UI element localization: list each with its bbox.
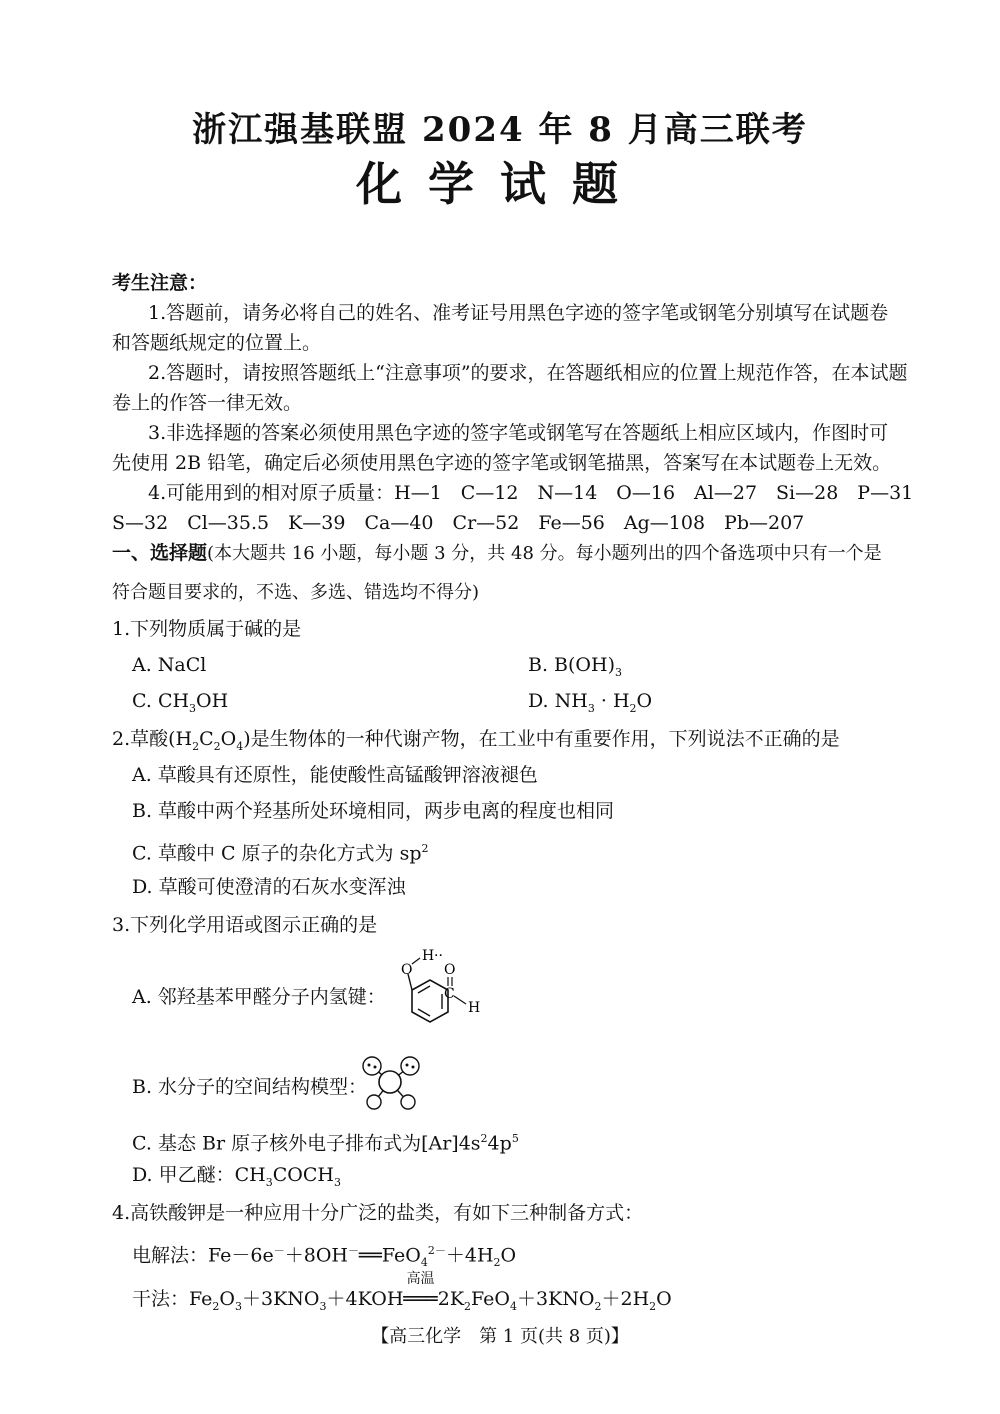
salicylaldehyde-structure xyxy=(382,944,492,1044)
q1-option-c: C. $CH_3OH$ xyxy=(132,690,229,715)
page-footer: 【高三化学 第 1 页(共 8 页)】 xyxy=(371,1326,629,1347)
q2-stem: 2.草酸$(H_2C_2O_4)$是生物体的一种代谢产物，在工业中有重要作用，下列说法不正确的是 xyxy=(112,728,840,753)
struct-h-aldehyde: H xyxy=(468,1000,481,1016)
q1-stem: 1.下列物质属于碱的是 xyxy=(112,618,302,640)
q4-electrolysis: 电解法：$Fe-6e^-+8OH^-══FeO_4^{2-}+4H_2O$ xyxy=(132,1244,517,1270)
q2-option-a: A. 草酸具有还原性，能使酸性高锰酸钾溶液褪色 xyxy=(132,764,538,786)
q3-option-d: D. 甲乙醚：$CH_3COCH_3$ xyxy=(132,1164,341,1189)
q1-option-d: D. $NH_3 \cdot H_2O$ xyxy=(528,690,653,715)
section-label: 一、选择题 xyxy=(112,542,208,564)
reaction-arrow: 高温 ═══ xyxy=(403,1284,437,1314)
q2-option-c: C. 草酸中 C 原子的杂化方式为 $sp^2$ xyxy=(132,842,429,865)
section-desc-cont: 符合题目要求的，不选、多选、错选均不得分) xyxy=(112,582,480,603)
q2-option-d: D. 草酸可使澄清的石灰水变浑浊 xyxy=(132,876,406,898)
q3-option-c: C. 基态 Br 原子核外电子排布式为$[Ar]4s^24p^5$ xyxy=(132,1132,519,1155)
section-desc: (本大题共 16 小题，每小题 3 分，共 48 分。每小题列出的四个备选项中只有一个是 xyxy=(207,543,882,564)
exam-title: 浙江强基联盟 2024 年 8 月高三联考 xyxy=(192,110,808,150)
notice-heading: 考生注意： xyxy=(112,272,208,294)
struct-o-carbonyl: O xyxy=(444,962,456,978)
q4-stem: 4.高铁酸钾是一种应用十分广泛的盐类，有如下三种制备方式： xyxy=(112,1202,644,1224)
reaction-condition: 高温 xyxy=(406,1271,435,1287)
q4-dry-method: 干法：$Fe_2O_3+3KNO_3+4KOH$ 高温 $═══2K_2FeO_4+3KNO_2+2H_2O$ xyxy=(132,1284,672,1322)
struct-o-hydroxyl: O xyxy=(401,962,413,978)
water-molecule-model xyxy=(360,1054,424,1116)
q1-option-a: A. NaCl xyxy=(132,654,207,676)
notice-item-3-cont: 先使用 2B 铅笔，确定后必须使用黑色字迹的签字笔或钢笔描黑，答案写在本试题卷上无效。 xyxy=(112,452,892,474)
svg-text:··: ·· xyxy=(434,948,443,964)
subject-title: 化学试题 xyxy=(356,157,644,211)
q2-option-b: B. 草酸中两个羟基所处环境相同，两步电离的程度也相同 xyxy=(132,800,615,822)
struct-h-hydroxyl: H xyxy=(422,948,435,964)
notice-item-3: 3.非选择题的答案必须使用黑色字迹的签字笔或钢笔写在答题纸上相应区域内，作图时可 xyxy=(148,422,889,444)
notice-item-2-cont: 卷上的作答一律无效。 xyxy=(112,392,303,414)
notice-item-4: 4.可能用到的相对原子质量：H—1 C—12 N—14 O—16 Al—27 Si—28 P—31 xyxy=(148,482,914,504)
notice-item-4-cont: S—32 Cl—35.5 K—39 Ca—40 Cr—52 Fe—56 Ag—108 Pb—207 xyxy=(112,512,805,534)
struct-c: C xyxy=(444,986,455,1002)
q3-option-b: B. 水分子的空间结构模型： xyxy=(132,1076,368,1098)
q3-option-a: A. 邻羟基苯甲醛分子内氢键： xyxy=(132,986,386,1008)
q3-stem: 3.下列化学用语或图示正确的是 xyxy=(112,914,378,936)
notice-item-2: 2.答题时，请按照答题纸上“注意事项”的要求，在答题纸相应的位置上规范作答，在本试题 xyxy=(148,362,908,384)
section-header xyxy=(112,538,882,569)
notice-item-1: 1.答题前，请务必将自己的姓名、准考证号用黑色字迹的签字笔或钢笔分别填写在试题卷 xyxy=(148,302,889,324)
notice-item-1-cont: 和答题纸规定的位置上。 xyxy=(112,332,322,354)
q1-option-b: B. $B(OH)_3$ xyxy=(528,654,622,679)
